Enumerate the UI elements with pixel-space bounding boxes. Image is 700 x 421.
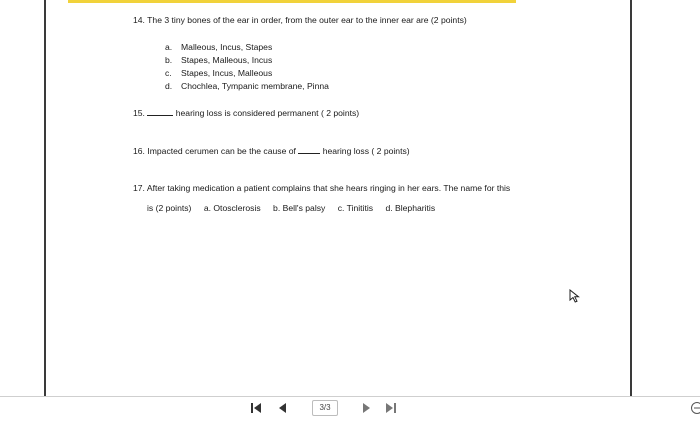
question-15: 15. hearing loss is considered permanent ( 2 points) <box>133 107 359 118</box>
question-17-choice-a: a. Otosclerosis <box>204 203 261 213</box>
next-page-button[interactable] <box>359 400 375 416</box>
question-17-choice-c: c. Tinititis <box>338 203 373 213</box>
question-14-option-d: d. Chochlea, Tympanic membrane, Pinna <box>165 81 329 91</box>
mouse-cursor-icon <box>569 289 581 303</box>
previous-page-icon <box>274 400 290 416</box>
question-17-choice-b: b. Bell's palsy <box>273 203 325 213</box>
page-number-indicator[interactable]: 3/3 <box>312 400 338 416</box>
question-17-choice-d: d. Blepharitis <box>385 203 435 213</box>
question-14-option-a: a. Malleous, Incus, Stapes <box>165 42 272 52</box>
next-page-icon <box>359 400 375 416</box>
question-14: 14. The 3 tiny bones of the ear in order, from the outer ear to the inner ear are (2 points) <box>133 15 467 25</box>
zoom-out-button[interactable] <box>690 401 700 415</box>
question-14-option-b: b. Stapes, Malleous, Incus <box>165 55 272 65</box>
page-navigation-toolbar <box>0 396 700 421</box>
document-page <box>44 0 632 396</box>
last-page-button[interactable] <box>383 400 399 416</box>
question-14-option-c: c. Stapes, Incus, Malleous <box>165 68 272 78</box>
zoom-out-icon <box>690 401 700 415</box>
question-17-line-1: 17. After taking medication a patient complains that she hears ringing in her ears. The name for this <box>133 183 510 193</box>
question-16: 16. Impacted cerumen can be the cause of hearing loss ( 2 points) <box>133 145 410 156</box>
last-page-icon <box>383 400 399 416</box>
question-17-line-2: is (2 points) a. Otosclerosis b. Bell's palsy c. Tinititis d. Blepharitis <box>147 203 445 213</box>
previous-page-button[interactable] <box>274 400 290 416</box>
page-top-highlight <box>68 0 516 3</box>
first-page-icon <box>248 400 264 416</box>
answer-blank <box>298 145 320 154</box>
first-page-button[interactable] <box>248 400 264 416</box>
answer-blank <box>147 107 173 116</box>
